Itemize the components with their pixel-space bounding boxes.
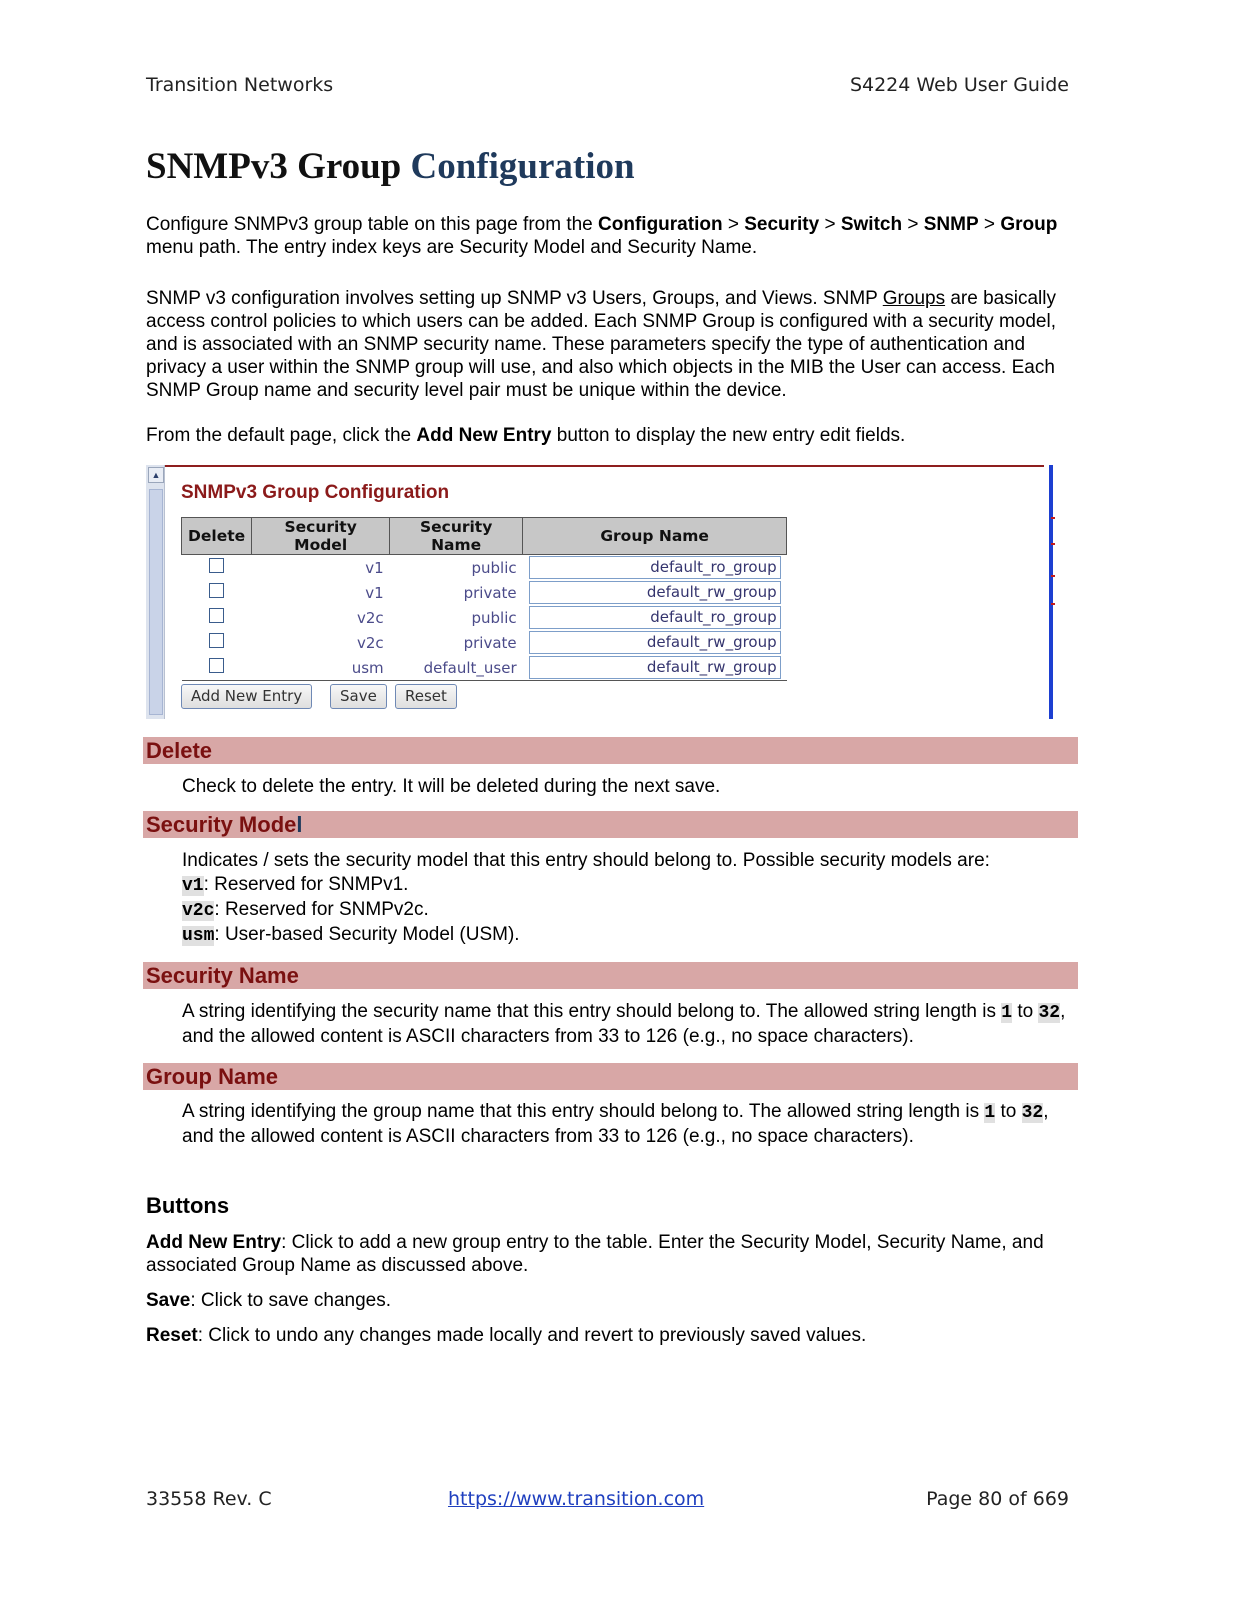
model-item-text: : Reserved for SNMPv1. <box>203 874 409 895</box>
code-v2c: v2c <box>182 901 215 921</box>
col-group-name: Group Name <box>523 518 787 555</box>
text: : Click to save changes. <box>190 1290 392 1311</box>
section-delete <box>143 737 1078 764</box>
right-frame-border <box>1049 465 1053 719</box>
min-length: 1 <box>984 1103 996 1123</box>
buttons-heading: Buttons <box>146 1193 230 1218</box>
text: , and the allowed content is ASCII characters from 33 to 126 (e.g., no space characters). <box>182 1001 1066 1047</box>
cell-name: private <box>463 583 517 602</box>
table-row <box>182 655 787 681</box>
cell-model: v1 <box>365 558 384 577</box>
text: : Click to undo any changes made locally and revert to previously saved values. <box>197 1325 867 1346</box>
group-name-input[interactable]: default_rw_group <box>529 581 781 604</box>
cell-model: v2c <box>356 608 384 627</box>
cell-model: usm <box>351 658 384 677</box>
model-item <box>182 873 1078 898</box>
cell-model: v1 <box>365 583 384 602</box>
menu-snmp: SNMP <box>923 214 979 235</box>
heading-text: Security Mode <box>146 812 297 837</box>
code-v1: v1 <box>182 876 204 896</box>
cell-model: v2c <box>356 633 384 652</box>
text: : Click to add a new group entry to the table. Enter the Security Model, Security Name, and associated Group Name as discussed above. <box>146 1232 1044 1276</box>
title-part1: SNMPv3 Group <box>146 146 402 187</box>
screenshot-title: SNMPv3 Group Configuration <box>181 482 450 503</box>
delete-checkbox[interactable] <box>209 558 224 573</box>
heading-text-tail: l <box>296 812 303 837</box>
model-item <box>182 898 1078 923</box>
button-desc-save <box>146 1289 1086 1312</box>
col-security-model: Security Model <box>252 518 390 555</box>
save-button[interactable]: Save <box>330 684 387 709</box>
table-row <box>182 580 787 605</box>
section-heading: Delete <box>146 738 213 763</box>
text: SNMP v3 configuration involves setting up SNMP v3 Users, Groups, and Views. SNMP <box>146 288 883 309</box>
text: A string identifying the group name that this entry should belong to. The allowed string length is <box>182 1101 985 1122</box>
page-title <box>146 145 635 188</box>
footer-right: Page 80 of 669 <box>926 1488 1069 1510</box>
text: menu path. The entry index keys are Security Model and Security Name. <box>146 237 758 258</box>
model-item-text: : Reserved for SNMPv2c. <box>214 899 429 920</box>
group-name-input[interactable]: default_ro_group <box>529 606 781 629</box>
snmpv3-group-screenshot <box>146 465 1054 719</box>
separator: > <box>902 214 924 235</box>
security-name-description <box>182 1000 1078 1049</box>
security-model-description <box>182 849 1078 948</box>
group-name-input[interactable]: default_ro_group <box>529 556 781 579</box>
text: are basically access control policies to which users can be added. Each SNMP Group is configured with a security model, and is associated with an SNMP security name. These parameters specify the type of authentication and privacy a user within the SNMP group will use, and also which objects in the MIB the User can access. Each SNMP Group name and security level pair must be unique within the device. <box>146 288 1056 401</box>
add-new-entry-button[interactable]: Add New Entry <box>181 684 312 709</box>
min-length: 1 <box>1001 1003 1013 1023</box>
reset-button[interactable]: Reset <box>395 684 457 709</box>
group-name-input[interactable]: default_rw_group <box>529 631 781 654</box>
footer-link-wrap <box>448 1488 704 1510</box>
intro-paragraph-3 <box>146 424 1086 447</box>
footer-left: 33558 Rev. C <box>146 1488 272 1510</box>
left-scrollbar[interactable] <box>146 465 165 719</box>
delete-description: Check to delete the entry. It will be deleted during the next save. <box>182 776 721 797</box>
label: Save <box>146 1290 191 1311</box>
cell-name: private <box>463 633 517 652</box>
model-intro: Indicates / sets the security model that this entry should belong to. Possible security models are: <box>182 850 990 871</box>
text: to <box>995 1101 1022 1122</box>
text: A string identifying the security name that this entry should belong to. The allowed string length is <box>182 1001 1002 1022</box>
delete-checkbox[interactable] <box>209 608 224 623</box>
table-row <box>182 605 787 630</box>
section-security-name <box>143 962 1078 989</box>
add-new-entry-ref: Add New Entry <box>416 425 552 446</box>
delete-checkbox[interactable] <box>209 633 224 648</box>
cell-name: public <box>471 558 517 577</box>
button-desc-add <box>146 1231 1086 1277</box>
section-heading: Group Name <box>146 1064 279 1089</box>
max-length: 32 <box>1021 1103 1044 1123</box>
title-part2: Configuration <box>410 146 635 187</box>
menu-security: Security <box>744 214 820 235</box>
intro-paragraph-2 <box>146 287 1086 402</box>
separator: > <box>978 214 1001 235</box>
intro-paragraph-1 <box>146 213 1086 259</box>
text: , and the allowed content is ASCII characters from 33 to 126 (e.g., no space characters). <box>182 1101 1049 1147</box>
separator: > <box>722 214 745 235</box>
table-row <box>182 630 787 655</box>
code-usm: usm <box>182 926 215 946</box>
menu-switch: Switch <box>840 214 903 235</box>
text: to <box>1012 1001 1039 1022</box>
top-border <box>156 465 1044 467</box>
header-right: S4224 Web User Guide <box>849 74 1069 96</box>
scroll-up-icon[interactable]: ▲ <box>148 467 164 483</box>
scroll-thumb[interactable] <box>149 489 163 715</box>
text: From the default page, click the <box>146 425 417 446</box>
section-group-name <box>143 1063 1078 1090</box>
model-item-text: : User-based Security Model (USM). <box>214 924 520 945</box>
button-desc-reset <box>146 1324 1086 1347</box>
menu-group: Group <box>1000 214 1058 235</box>
text: button to display the new entry edit fields. <box>551 425 906 446</box>
label: Reset <box>146 1325 198 1346</box>
max-length: 32 <box>1038 1003 1061 1023</box>
section-heading: Security Name <box>146 963 299 988</box>
group-name-description <box>182 1100 1078 1149</box>
delete-checkbox[interactable] <box>209 658 224 673</box>
section-security-model <box>143 811 1078 838</box>
col-delete: Delete <box>182 518 252 555</box>
table-row <box>182 555 787 581</box>
group-name-input[interactable]: default_rw_group <box>529 656 781 679</box>
model-item <box>182 923 1078 948</box>
section-heading <box>146 812 303 838</box>
footer-link[interactable]: https://www.transition.com <box>448 1488 705 1510</box>
text: Configure SNMPv3 group table on this page from the <box>146 214 599 235</box>
cell-name: default_user <box>423 658 517 677</box>
header-left: Transition Networks <box>146 74 334 96</box>
separator: > <box>819 214 841 235</box>
group-table <box>181 517 787 681</box>
col-security-name: Security Name <box>390 518 523 555</box>
cell-name: public <box>471 608 517 627</box>
delete-checkbox[interactable] <box>209 583 224 598</box>
groups-link[interactable]: Groups <box>882 288 946 309</box>
label: Add New Entry <box>146 1232 282 1253</box>
menu-configuration: Configuration <box>598 214 723 235</box>
